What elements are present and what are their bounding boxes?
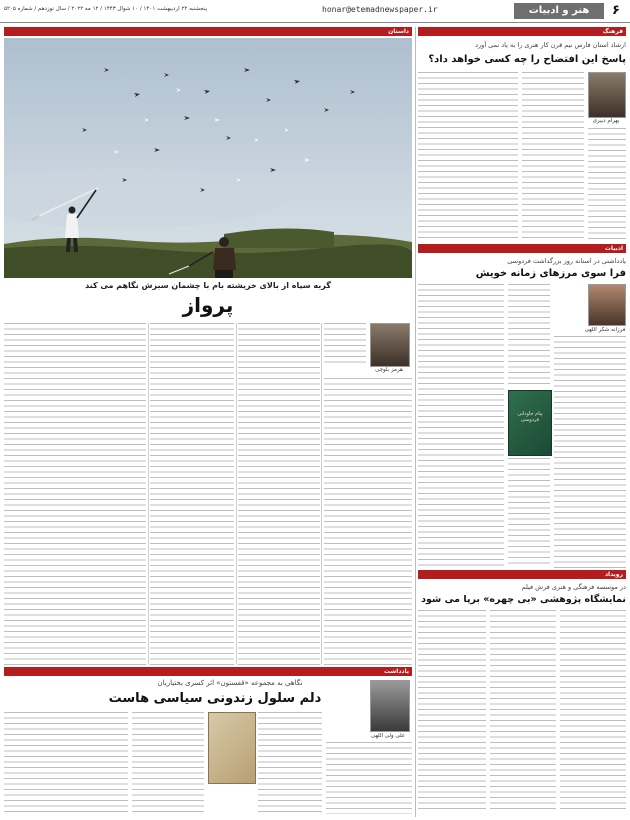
bottom-headline: دلم سلول زندونی سیاسی هاست [108, 691, 322, 706]
bottom-text-col1 [326, 742, 412, 814]
section-label-literature: ادبیات [604, 245, 623, 252]
event-text-col1 [560, 610, 626, 810]
dateline: پنجشنبه ۲۲ اردیبهشت ۱۴۰۱ / ۱۰ شوال ۱۴۴۳ / ۱۲ مه ۲۰۲۲ / سال نوزدهم / شماره ۵۲۰۵ [4, 6, 208, 12]
section-tab: هنر و ادبیات [514, 3, 604, 19]
event-kicker: در موسسه فرهنگی و هنری فرش فیلم [521, 583, 626, 591]
bottom-text-col2 [258, 712, 322, 814]
top-right-kicker: ارشاد استان فارس نیم قرن کار هنری را به یاد نمی آورد [475, 41, 626, 49]
story-caption: گربه سیاه از بالای خریشته بام با چشمان سبزش نگاهم می کند [85, 281, 331, 290]
bottom-text-col3 [132, 712, 204, 814]
section-label-story: داستان [388, 28, 409, 35]
section-bar-note [4, 667, 412, 676]
section-bar-literature [418, 244, 626, 253]
story-text-col4 [4, 323, 146, 665]
page-number: ۶ [612, 3, 620, 18]
story-text-col2 [238, 323, 320, 665]
story-text-col1-top [324, 323, 366, 367]
mid-right-kicker: یادداشتی در استانه روز بزرگداشت فردوسی [507, 257, 626, 265]
event-text-col3 [418, 610, 486, 810]
book-cover-ferdowsi [508, 390, 552, 456]
section-bar-event [418, 570, 626, 579]
author-portrait-bottom [370, 680, 410, 732]
mid-right-headline: فرا سوی مرزهای زمانه خویش [475, 268, 626, 279]
book-cover-qafastoon [208, 712, 256, 784]
site-address[interactable]: honar@etemadnewspaper.ir [322, 5, 438, 14]
mid-right-text-col1 [554, 336, 626, 568]
book-cover-title: پیام جاودانی فردوسی [517, 411, 543, 423]
top-right-text-col2 [522, 72, 584, 240]
story-text-col1 [324, 378, 412, 665]
section-bar-culture [418, 27, 626, 36]
mid-right-text-col2a [508, 284, 550, 388]
author-name-top: بهرام دبیری [592, 118, 620, 124]
top-right-headline: پاسخ این افتضاح را چه کسی خواهد داد؟ [428, 54, 626, 65]
section-label-event: رویداد [604, 571, 623, 578]
section-label-culture: فرهنگ [602, 28, 623, 35]
story-photo [4, 38, 412, 278]
author-portrait-top [588, 72, 626, 118]
top-right-text-col1b [588, 128, 626, 240]
author-portrait-story [370, 323, 410, 367]
column-divider [415, 27, 416, 817]
story-headline: پرواز [182, 293, 234, 317]
divider [321, 323, 322, 665]
section-label-note: یادداشت [384, 668, 409, 675]
event-text-col2 [490, 610, 556, 810]
divider [236, 323, 237, 665]
divider [148, 323, 149, 665]
bottom-text-col4 [4, 712, 128, 814]
author-portrait-mid [588, 284, 626, 326]
author-name-bottom: علی ولی اللهی [370, 733, 406, 739]
event-headline: نمایشگاه پژوهشی «بی چهره» برپا می شود [421, 594, 626, 605]
section-bar-story [4, 27, 412, 36]
bottom-kicker: نگاهی به مجموعه «قفستون» اثر کسری بختیاریان [157, 679, 303, 687]
story-text-col3 [150, 323, 234, 665]
mid-right-text-col2b [508, 458, 550, 568]
mid-right-text-col3 [418, 284, 504, 568]
author-name-mid: فرزانه شکر اللهی [584, 327, 626, 333]
top-right-text-col3 [418, 72, 518, 240]
author-name-story: هرمز بلوچی [375, 367, 403, 373]
